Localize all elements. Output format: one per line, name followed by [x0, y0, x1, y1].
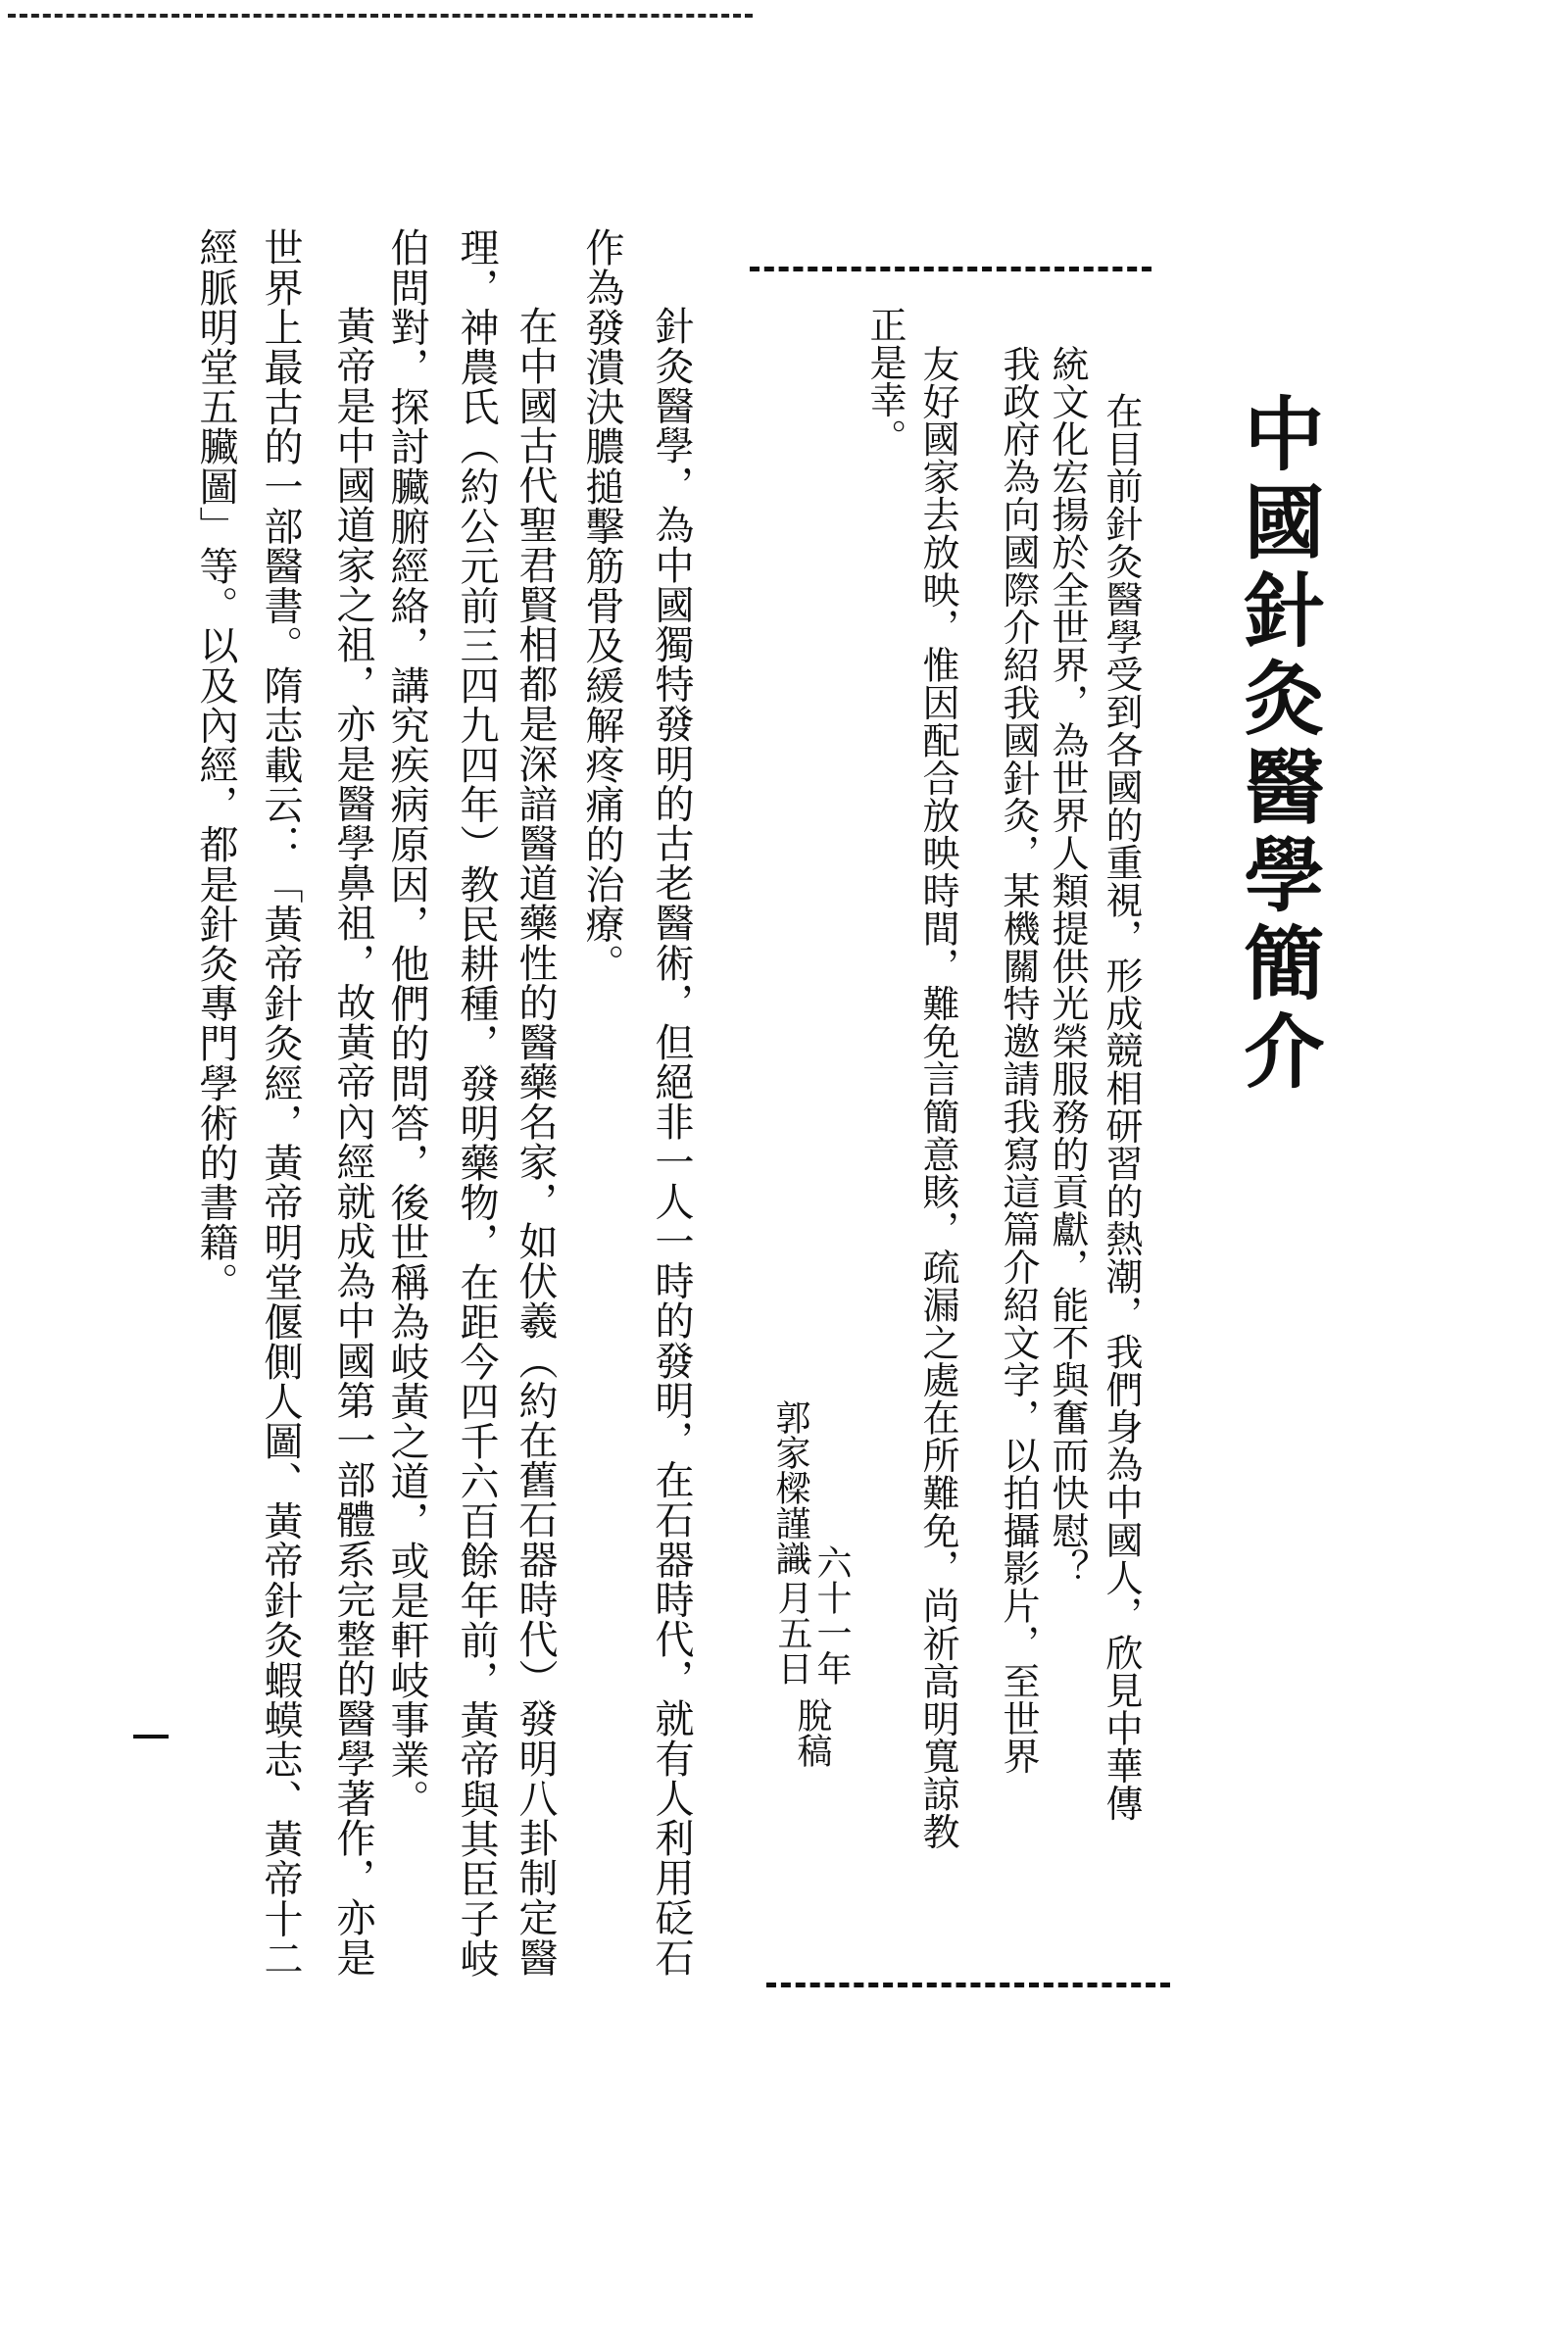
body-line: 伯問對，探討臟腑經絡，講究疾病原因，他們的問答，後世稱為岐黃之道，或是軒岐事業。 — [384, 227, 429, 1819]
preface-bottom-rule — [766, 1983, 1170, 1987]
page-title: 中國針灸醫學簡介 — [1231, 392, 1325, 1098]
body-line: 作為發潰決膿搥擊筋骨及緩解疼痛的治療。 — [579, 227, 624, 984]
preface-line: 我政府為向國際介紹我國針灸，某機關特邀請我寫這篇介紹文字，以拍攝影片，至世界 — [997, 345, 1040, 1776]
preface-line: 正是幸。 — [863, 306, 906, 457]
body-line: 黃帝是中國道家之祖，亦是醫學鼻祖，故黃帝內經就成為中國第一部體系完整的醫學著作，亦是 — [330, 306, 375, 1978]
signature-date-day: 一月五日 — [772, 1544, 812, 1686]
preface-line: 友好國家去放映，惟因配合放映時間，難免言簡意賅，疏漏之處在所難免，尚祈高明寬諒教 — [916, 345, 959, 1850]
signature-draft-note: 脫稿 — [792, 1697, 832, 1768]
body-line: 理，神農氏（約公元前三四九四年）教民耕種，發明藥物，在距今四千六百餘年前，黃帝與其臣子岐 — [454, 227, 499, 1979]
preface-line: 統文化宏揚於全世界，為世界人類提供光榮服務的貢獻，能不與奮而快慰？ — [1046, 345, 1089, 1588]
top-dashed-rule — [8, 14, 753, 18]
author-signature: 郭家樑謹識 — [770, 1399, 810, 1576]
signature-date-year: 六十一年 — [811, 1544, 852, 1686]
body-line: 在中國古代聖君賢相都是深諳醫道藥性的醫藥名家，如伏羲（約在舊石器時代）發明八卦制定醫 — [513, 306, 558, 1978]
body-line: 經脈明堂五臟圖」等。以及內經，都是針灸專門學術的書籍。 — [193, 227, 238, 1302]
page-number — [133, 1735, 169, 1739]
body-line: 針灸醫學，為中國獨特發明的古老醫術，但絕非一人一時的發明，在石器時代，就有人利用砭石 — [649, 306, 694, 1978]
preface-line: 在目前針灸醫學受到各國的重視，形成競相研習的熱潮，我們身為中國人，欣見中華傳 — [1100, 392, 1143, 1823]
body-line: 世界上最古的一部醫書。隋志載云：「黃帝針灸經，黃帝明堂偃側人圖、黃帝針灸蝦蟆志、黃帝十二 — [258, 227, 303, 1979]
preface-top-rule — [750, 267, 1152, 271]
